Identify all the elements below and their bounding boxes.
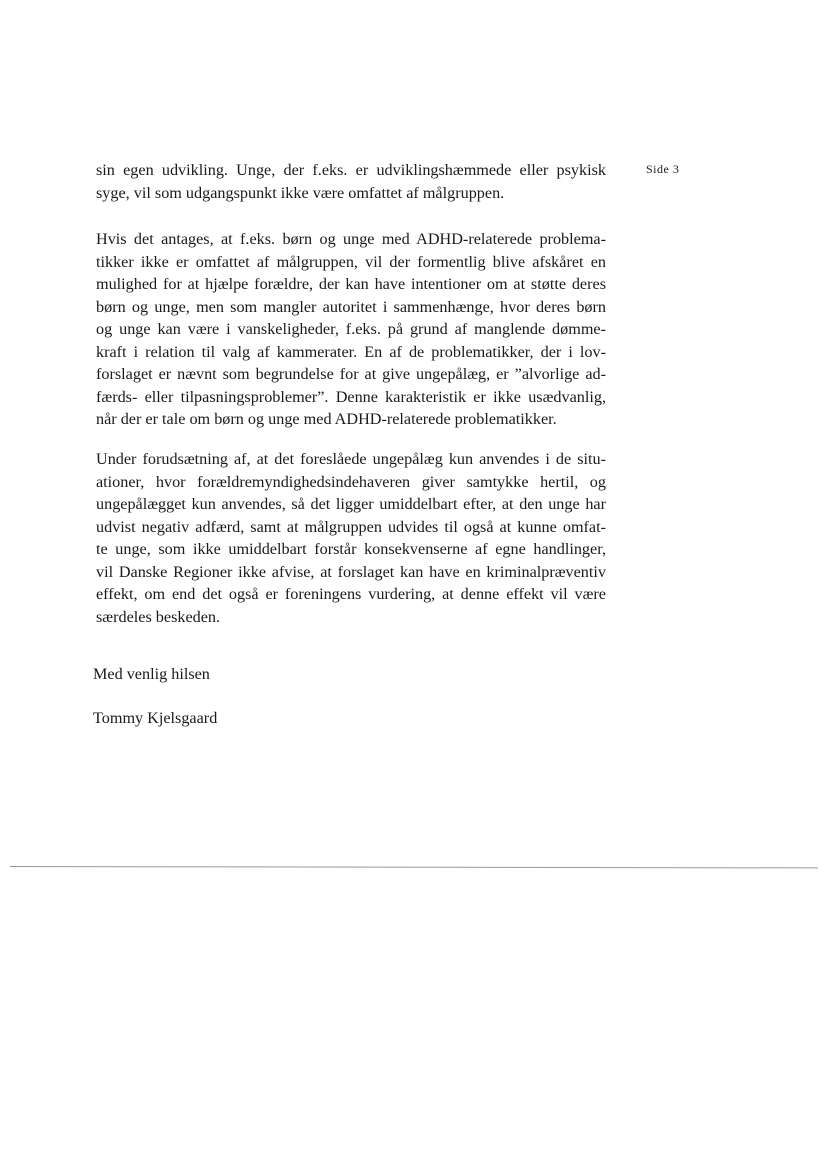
text-line: Hvis det antages, at f.eks. børn og unge med ADHD-relaterede problema- (96, 230, 606, 248)
text-line: ationer, hvor forældremyndighedsindehaveren giver samtykke hertil, og (96, 472, 606, 491)
text-line: vil Danske Regioner ikke afvise, at forslaget kan have en kriminalpræventiv (96, 562, 606, 581)
text-line: mulighed for at hjælpe forældre, der kan have intentioner om at støtte deres (96, 275, 606, 293)
signature-name: Tommy Kjelsgaard (93, 709, 218, 727)
page-number-label: Side 3 (646, 162, 680, 176)
text-line: kraft i relation til valg af kammerater. En af de problematikker, der i lov- (96, 342, 606, 361)
paragraph-adhd (96, 228, 606, 431)
paragraph-conclusion (96, 448, 606, 628)
text-line: effekt, om end det også er foreningens vurdering, at denne effekt vil være (96, 585, 606, 603)
text-line: forslaget er nævnt som begrundelse for at give ungepålæg, er ”alvorlige ad- (96, 365, 606, 383)
text-line: børn og unge, men som mangler autoritet i sammenhænge, hvor deres børn (96, 297, 606, 316)
text-line: når der er tale om børn og unge med ADHD-relaterede problematikker. (96, 410, 557, 428)
text-line: sin egen udvikling. Unge, der f.eks. er udviklingshæmmede eller psykisk (96, 161, 606, 179)
paragraph-continuation (96, 159, 606, 204)
scan-divider-line (10, 866, 818, 868)
text-line: tikker ikke er omfattet af målgruppen, vil der formentlig blive afskåret en (96, 252, 606, 271)
text-line: ungepålægget kun anvendes, så det ligger umiddelbart efter, at den unge har (96, 495, 606, 513)
text-line: Under forudsætning af, at det foreslåede ungepålæg kun anvendes i de situ- (96, 450, 606, 468)
text-line: færds- eller tilpasningsproblemer”. Denne karakteristik er ikke usædvanlig, (96, 387, 606, 406)
text-line: syge, vil som udgangspunkt ikke være omfattet af målgruppen. (96, 183, 505, 202)
text-line: te unge, som ikke umiddelbart forstår konsekvenserne af egne handlinger, (96, 540, 606, 558)
text-line: og unge kan være i vanskeligheder, f.eks. på grund af manglende dømme- (96, 320, 606, 338)
closing-greeting: Med venlig hilsen (93, 665, 210, 683)
text-line: udvist negativ adfærd, samt at målgruppen udvides til også at kunne omfat- (96, 517, 606, 536)
text-line: særdeles beskeden. (96, 607, 221, 626)
